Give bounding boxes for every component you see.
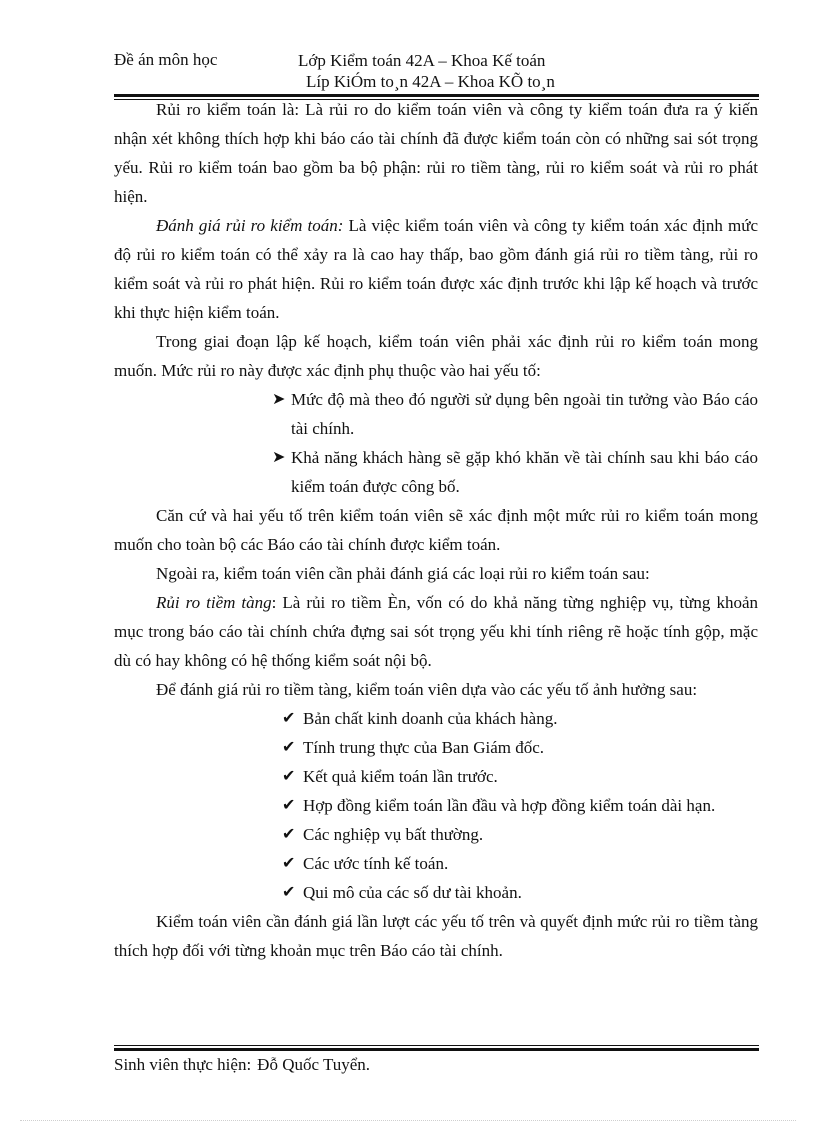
arrow-bullet-icon: ➤ (272, 449, 286, 466)
paragraph-risk-assessment-lead: Đánh giá rủi ro kiểm toán: (156, 216, 344, 235)
footer (114, 1055, 370, 1075)
header-class-line-garbled: Líp KiÓm to¸n 42A – Khoa KÕ to¸n (306, 72, 555, 91)
paragraph-inherent-risk-lead: Rủi ro tiềm tàng (156, 593, 272, 612)
check-bullet-icon: ✔ (282, 710, 296, 727)
list-item (114, 733, 758, 762)
paragraph-other-risks: Ngoài ra, kiểm toán viên cần phải đánh giá các loại rủi ro kiểm toán sau: (156, 564, 650, 583)
list-item (114, 762, 758, 791)
list-item-text: Bản chất kinh doanh của khách hàng. (303, 709, 558, 728)
arrow-bullet-icon: ➤ (272, 391, 286, 408)
footer-student-name: Đỗ Quốc Tuyển. (257, 1055, 371, 1074)
check-bullet-icon: ✔ (282, 797, 296, 814)
check-bullet-icon: ✔ (282, 826, 296, 843)
paragraph-inherent-risk-factors: Để đánh giá rủi ro tiềm tàng, kiểm toán viên dựa vào các yếu tố ảnh hưởng sau: (156, 680, 698, 699)
list-item-text: Khả năng khách hàng sẽ gặp khó khăn về tài chính sau khi báo cáo kiểm toán được công bố. (291, 448, 758, 496)
header-class-line: Lớp Kiểm toán 42A – Khoa Kế toán (298, 51, 546, 70)
check-bullet-icon: ✔ (282, 768, 296, 785)
list-item (114, 791, 758, 820)
list-item-text: Qui mô của các số dư tài khoản. (303, 883, 522, 902)
check-bullet-icon: ✔ (282, 855, 296, 872)
list-item (114, 443, 758, 501)
paragraph-desired-risk: Căn cứ và hai yếu tố trên kiểm toán viên sẽ xác định một mức rủi ro kiểm toán mong muốn cho toàn bộ các Báo cáo tài chính được kiểm toán. (114, 506, 758, 554)
list-item (114, 385, 758, 443)
list-item-text: Tính trung thực của Ban Giám đốc. (303, 738, 545, 757)
paragraph-risk-assessment (114, 211, 758, 327)
paragraph-risk-assessment-text: Là việc kiểm toán viên và công ty kiểm toán xác định mức độ rủi ro kiểm toán có thể xảy ra là cao hay thấp, bao gồm đánh giá rủi ro tiềm tàng, rủi ro kiểm soát và rủi ro phát hiện. Rủi ro kiểm toán được xác định trước khi lập kế hoạch và trước khi thực hiện kiểm toán. (114, 216, 758, 322)
check-bullet-icon: ✔ (282, 884, 296, 901)
paragraph-conclusion: Kiểm toán viên cần đánh giá lần lượt các yếu tố trên và quyết định mức rủi ro tiềm tàng thích hợp đối với từng khoản mục trên Báo cáo tài chính. (114, 912, 758, 960)
check-bullet-list (114, 704, 758, 907)
list-item (114, 820, 758, 849)
arrow-bullet-list (114, 385, 758, 501)
list-item-text: Mức độ mà theo đó người sử dụng bên ngoài tin tưởng vào Báo cáo tài chính. (291, 390, 758, 438)
check-bullet-icon: ✔ (282, 739, 296, 756)
list-item-text: Hợp đồng kiểm toán lần đầu và hợp đồng kiểm toán dài hạn. (303, 796, 716, 815)
document-body (114, 95, 758, 965)
paragraph-planning-stage: Trong giai đoạn lập kế hoạch, kiểm toán viên phải xác định rủi ro kiểm toán mong muốn. Mức rủi ro này được xác định phụ thuộc vào hai yếu tố: (114, 332, 758, 380)
footer-label: Sinh viên thực hiện: (114, 1055, 252, 1074)
list-item (114, 704, 758, 733)
footer-divider (114, 1045, 759, 1051)
paragraph-inherent-risk (114, 588, 758, 675)
page-edge-divider (20, 1120, 796, 1121)
list-item (114, 849, 758, 878)
list-item (114, 878, 758, 907)
list-item-text: Các ước tính kế toán. (303, 854, 449, 873)
paragraph-inherent-risk-text: : Là rủi ro tiềm Èn, vốn có do khả năng từng nghiệp vụ, từng khoản mục trong báo cáo tài chính chứa đựng sai sót trọng yếu khi tính riêng rẽ hoặc tính gộp, mặc dù có hay không có hệ thống kiểm soát nội bộ. (114, 593, 758, 670)
header-course: Đề án môn học (114, 50, 218, 69)
header-class (298, 50, 555, 92)
paragraph-audit-risk-definition: Rủi ro kiểm toán là: Là rủi ro do kiểm toán viên và công ty kiểm toán đưa ra ý kiến nhận xét không thích hợp khi báo cáo tài chính đã được kiểm toán còn có những sai sót trọng yếu. Rủi ro kiểm toán bao gồm ba bộ phận: rủi ro tiềm tàng, rủi ro kiểm soát và rủi ro phát hiện. (114, 100, 758, 206)
list-item-text: Kết quả kiểm toán lần trước. (303, 767, 498, 786)
list-item-text: Các nghiệp vụ bất thường. (303, 825, 484, 844)
